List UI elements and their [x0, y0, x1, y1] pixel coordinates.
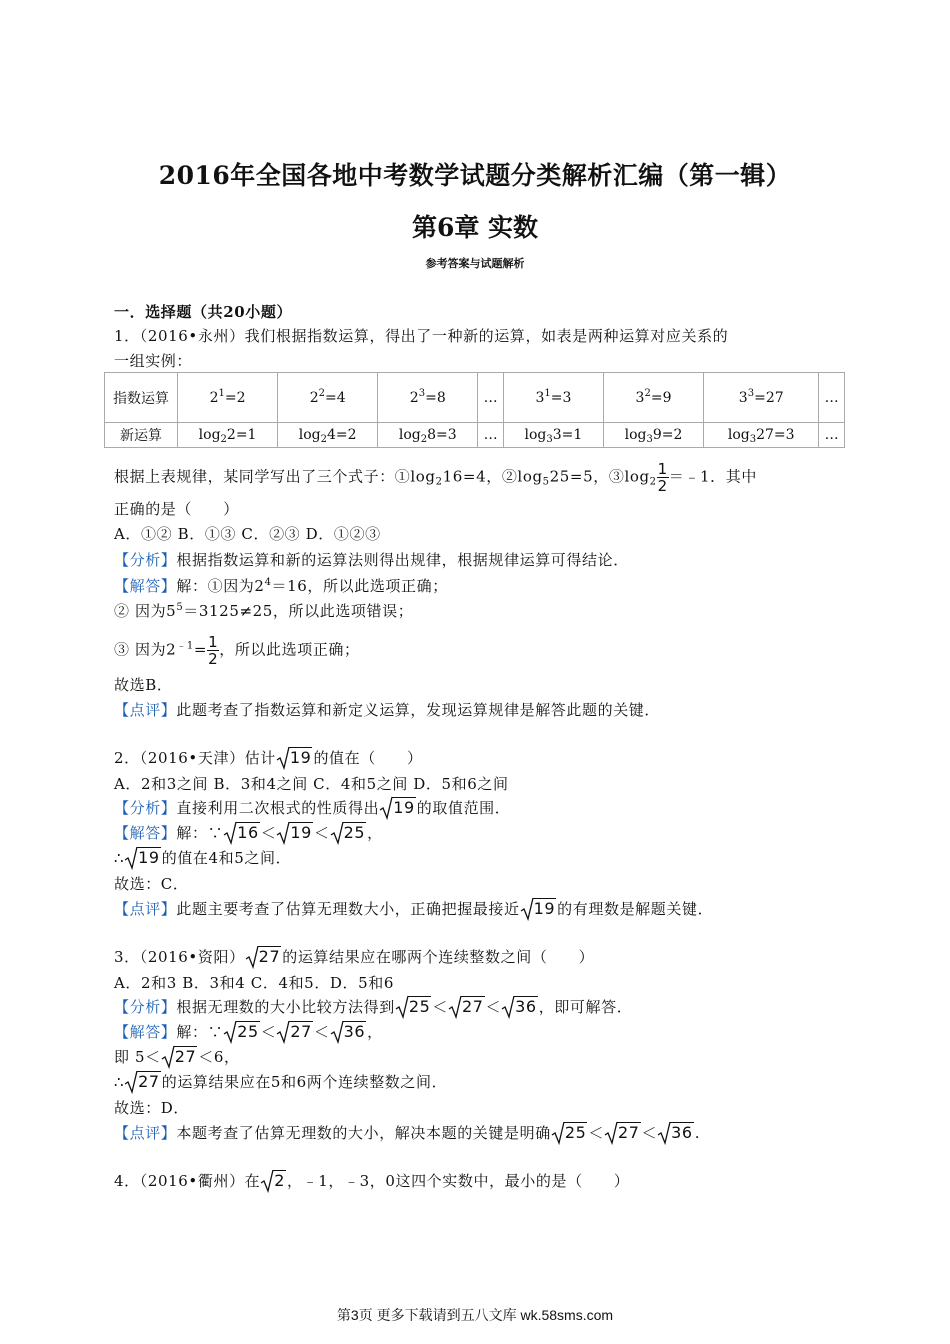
q2-stem: 2．（2016•天津）估计 19 的值在（ ） — [114, 748, 423, 767]
sqrt-19: 19 — [124, 849, 161, 867]
sqrt-16: 16 — [223, 824, 260, 842]
table-cell: … — [819, 423, 845, 448]
table-cell: $3^3=27$ — [704, 373, 819, 423]
q3-options: A．2和3 B．3和4 C．4和5．D．5和6 — [114, 974, 395, 992]
chapter-title: 第6章 实数 — [411, 213, 539, 242]
table-cell: $\log_327=3$ — [704, 423, 819, 448]
q1-answer-1: 【解答】解：①因为$2^4=16$，所以此选项正确； — [114, 577, 448, 595]
table-cell: $\log_33=1$ — [503, 423, 603, 448]
sqrt-27: 27 — [245, 948, 282, 966]
q1-answer-2: ② 因为$5^5=3125\ne 25$，所以此选项错误； — [114, 602, 414, 620]
table-cell: $\log_39=2$ — [603, 423, 703, 448]
table-row — [105, 423, 845, 448]
table-row-head: 新运算 — [105, 423, 178, 448]
q1-analysis: 【分析】根据指数运算和新的运算法则得出规律，根据规律运算可得结论． — [114, 551, 629, 569]
q2-analysis: 【分析】直接利用二次根式的性质得出 19 的取值范围． — [114, 798, 511, 817]
sqrt-25: 25 — [551, 1124, 588, 1142]
q2-therefore: ∴ 19 的值在4和5之间． — [114, 848, 292, 867]
q1-rule-line: 根据上表规律，某同学写出了三个式子：$①\log_216=4$，$②\log_525=5$，$③\log_2$ $\frac{1}{2}$ ＝﹣1．其中 — [114, 460, 757, 495]
page-footer: 第3页 更多下载请到五八文库 wk.58sms.com — [336, 1307, 614, 1323]
table-cell: … — [478, 373, 504, 423]
fraction-half: $\frac{1}{2}$ — [208, 633, 219, 668]
table-cell: $\log_22=1$ — [178, 423, 278, 448]
subtitle: 参考答案与试题解析 — [425, 257, 525, 270]
table-cell: … — [819, 373, 845, 423]
q1-options: A．①② B．①③ C．②③ D．①②③ — [114, 525, 381, 543]
q1-review: 【点评】此题考查了指数运算和新定义运算，发现运算规律是解答此题的关键． — [114, 701, 661, 719]
table-row — [105, 373, 845, 423]
sqrt-27: 27 — [276, 1023, 313, 1041]
q3-ji: 即 5＜ 27 ＜6， — [114, 1047, 240, 1066]
table-cell: $\log_28=3$ — [378, 423, 478, 448]
q4-stem: 4．（2016•衢州）在 2 ，﹣1，﹣3，0这四个实数中，最小的是（ ） — [114, 1171, 630, 1190]
q2-choose: 故选：C． — [114, 875, 189, 893]
table-cell: $3^2=9$ — [603, 373, 703, 423]
sqrt-27: 27 — [124, 1073, 161, 1091]
sqrt-25: 25 — [395, 998, 432, 1016]
table-cell: $\log_24=2$ — [278, 423, 378, 448]
q2-review: 【点评】此题主要考查了估算无理数大小，正确把握最接近 19 的有理数是解题关键． — [114, 899, 714, 918]
q3-review: 【点评】本题考查了估算无理数的大小，解决本题的关键是明确 25 ＜ 27 ＜ 36 . — [114, 1123, 701, 1142]
q1-correct: 正确的是（ ） — [114, 500, 239, 518]
q2-answer: 【解答】解：∵ 16 ＜ 19 ＜ 25 ， — [114, 823, 383, 842]
section-heading: 一．选择题（共20小题） — [114, 303, 293, 321]
table-cell: $2^1=2$ — [178, 373, 278, 423]
sqrt-19: 19 — [276, 824, 313, 842]
q3-therefore: ∴ 27 的运算结果应在5和6两个连续整数之间． — [114, 1072, 448, 1091]
document-title: 2016年全国各地中考数学试题分类解析汇编（第一辑） — [158, 161, 792, 190]
sqrt-25: 25 — [223, 1023, 260, 1041]
sqrt-2: 2 — [260, 1172, 286, 1190]
table-cell: $2^3=8$ — [378, 373, 478, 423]
q1-answer-3: ③ 因为$2^{﹣1}=$ $\frac{1}{2}$ ，所以此选项正确； — [114, 633, 360, 668]
sqrt-36: 36 — [501, 998, 538, 1016]
sqrt-27: 27 — [161, 1048, 198, 1066]
q2-options: A．2和3之间 B．3和4之间 C．4和5之间 D．5和6之间 — [114, 775, 509, 793]
table-cell: $3^1=3$ — [503, 373, 603, 423]
table-cell: $2^2=4$ — [278, 373, 378, 423]
sqrt-25: 25 — [330, 824, 367, 842]
q1-stem-line2: 一组实例： — [114, 352, 193, 370]
q1-stem-line1: 1．（2016•永州）我们根据指数运算，得出了一种新的运算，如表是两种运算对应关系的 — [114, 327, 729, 345]
sqrt-27: 27 — [448, 998, 485, 1016]
table-cell: … — [478, 423, 504, 448]
sqrt-19: 19 — [520, 900, 557, 918]
fraction-half: $\frac{1}{2}$ — [657, 460, 668, 495]
q1-choose: 故选B． — [114, 676, 173, 694]
q1-example-table — [104, 372, 845, 448]
sqrt-19: 19 — [276, 749, 313, 767]
sqrt-19: 19 — [379, 799, 416, 817]
q3-answer: 【解答】解：∵ 25 ＜ 27 ＜ 36 ， — [114, 1022, 383, 1041]
table-row-head: 指数运算 — [105, 373, 178, 423]
q3-stem: 3．（2016•资阳） 27 的运算结果应在哪两个连续整数之间（ ） — [114, 947, 595, 966]
q3-analysis: 【分析】根据无理数的大小比较方法得到 25 ＜ 27 ＜ 36 ，即可解答． — [114, 997, 633, 1016]
sqrt-36: 36 — [657, 1124, 694, 1142]
sqrt-27: 27 — [604, 1124, 641, 1142]
q3-choose: 故选：D． — [114, 1099, 190, 1117]
sqrt-36: 36 — [330, 1023, 367, 1041]
